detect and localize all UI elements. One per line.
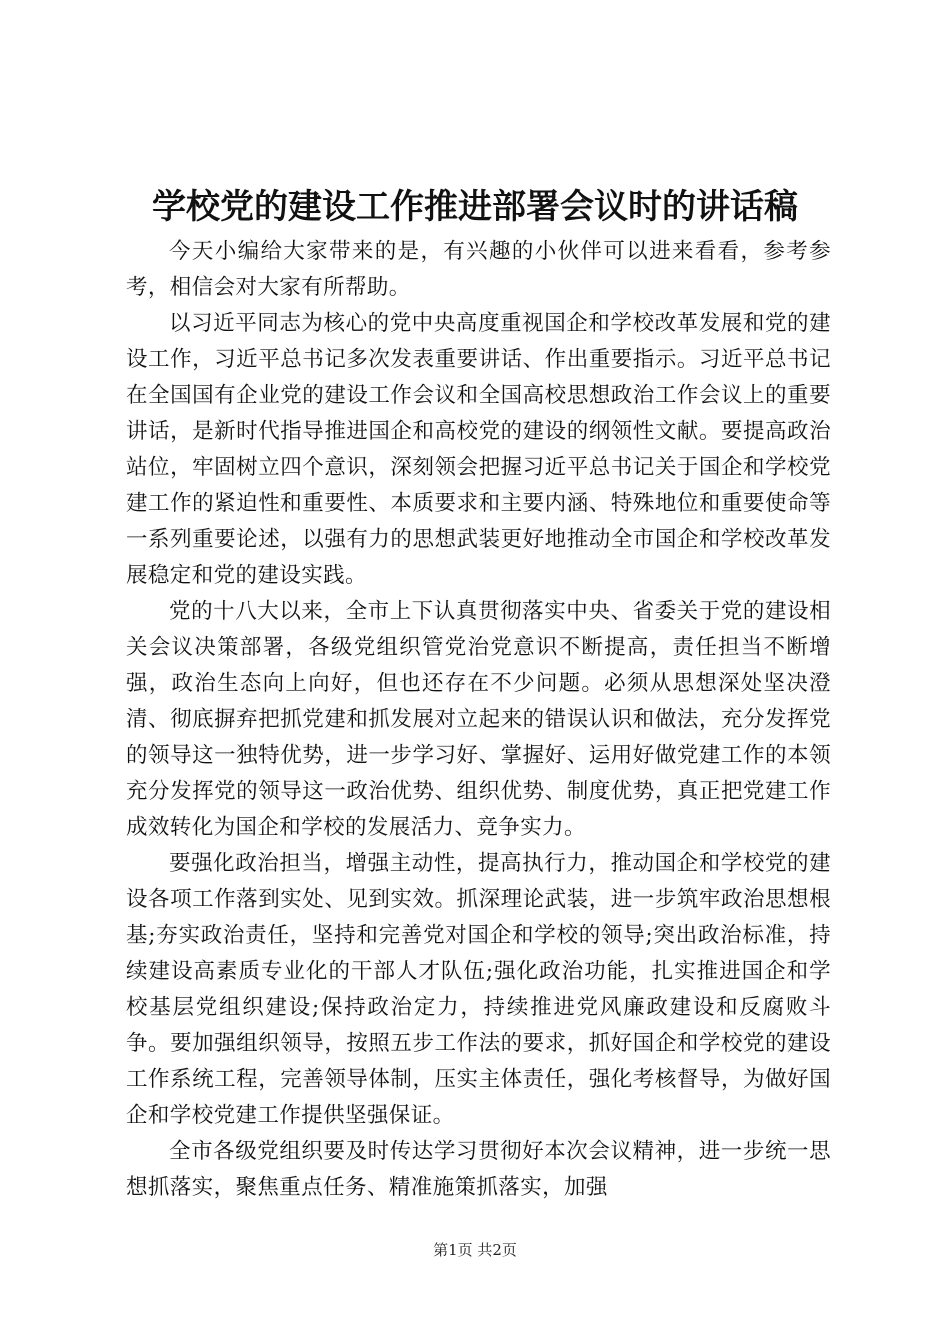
page-number-footer: 第1页 共2页 <box>433 1241 517 1259</box>
paragraph-2: 党的十八大以来，全市上下认真贯彻落实中央、省委关于党的建设相关会议决策部署，各级党组织管党治党意识不断提高，责任担当不断增强，政治生态向上向好，但也还存在不少问题。必须从思想深处坚决澄清、彻底摒弃把抓党建和抓发展对立起来的错误认识和做法，充分发挥党的领导这一独特优势，进一步学习好、掌握好、运用好做党建工作的本领充分发挥党的领导这一政治优势、组织优势、制度优势，真正把党建工作成效转化为国企和学校的发展活力、竞争实力。 <box>126 599 831 840</box>
paragraph-intro: 今天小编给大家带来的是，有兴趣的小伙伴可以进来看看，参考参考，相信会对大家有所帮助。 <box>126 239 831 300</box>
paragraph-1: 以习近平同志为核心的党中央高度重视国企和学校改革发展和党的建设工作，习近平总书记多次发表重要讲话、作出重要指示。习近平总书记在全国国有企业党的建设工作会议和全国高校思想政治工作会议上的重要讲话，是新时代指导推进国企和高校党的建设的纲领性文献。要提高政治站位，牢固树立四个意识，深刻领会把握习近平总书记关于国企和学校党建工作的紧迫性和重要性、本质要求和主要内涵、特殊地位和重要使命等一系列重要论述，以强有力的思想武装更好地推动全市国企和学校改革发展稳定和党的建设实践。 <box>126 311 831 588</box>
paragraph-3: 要强化政治担当，增强主动性，提高执行力，推动国企和学校党的建设各项工作落到实处、见到实效。抓深理论武装，进一步筑牢政治思想根基;夯实政治责任，坚持和完善党对国企和学校的领导;突出政治标准，持续建设高素质专业化的干部人才队伍;强化政治功能，扎实推进国企和学校基层党组织建设;保持政治定力，持续推进党风廉政建设和反腐败斗争。要加强组织领导，按照五步工作法的要求，抓好国企和学校党的建设工作系统工程，完善领导体制，压实主体责任，强化考核督导，为做好国企和学校党建工作提供坚强保证。 <box>126 851 831 1128</box>
paragraph-4: 全市各级党组织要及时传达学习贯彻好本次会议精神，进一步统一思想抓落实，聚焦重点任务、精准施策抓落实，加强 <box>126 1139 831 1200</box>
document-body <box>126 234 831 1206</box>
document-title: 学校党的建设工作推进部署会议时的讲话稿 <box>152 187 798 227</box>
